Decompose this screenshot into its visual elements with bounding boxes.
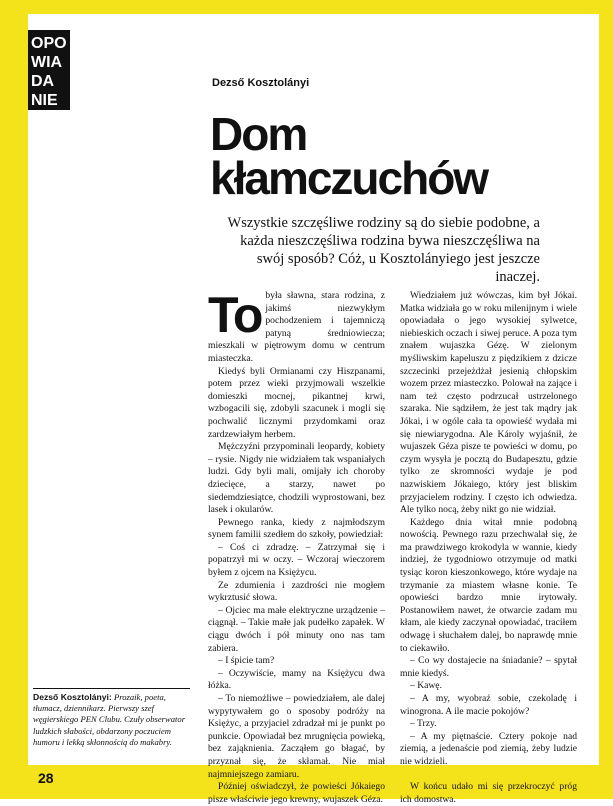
paragraph: Wiedziałem już wówczas, kim był Jókai. Matka widziała go w roku milenijnym i wiele opowiadała o jego wysokiej sylwetce, niebieskich oczach i siwej peruce. A poza tym znałem wujaszka Gézę. W zielonym myśliwskim kapeluszu z piędzikiem z dzicze szczecinki przejeżdżał jesienią chłopskim wozem przez miasteczko. Polował na zające i nam też często podrzucał ustrzelonego szaraka. Nie sądziłem, że jest tak mądry jak Jókai, i w ogóle cała ta opowieść wydała mi się niewiarygodna. Ale Károly wyjaśnił, że wujaszek Géza pisze te powieści w domu, po czym wysyła je pocztą do Budapesztu, gdzie tylko ze skromności wydaje je pod nazwiskiem Jókaiego, który jest bliskim przyjacielem rodziny. I często ich odwiedza. Ale tylko nocą, żeby nikt go nie widział. xyxy=(400,290,577,516)
section-tag xyxy=(28,30,70,110)
paragraph: Mężczyźni przypominali leopardy, kobiety – rysie. Nigdy nie widziałem tak wspaniałych ludzi. Gdy byli mali, omijały ich choroby dziecięce, a starzy, nawet po siedemdziesiątce, chodzili wyprostowani, bez lasek i okularów. xyxy=(208,441,385,516)
article-title xyxy=(210,108,590,204)
paragraph-text: była sławna, stara rodzina, z jakimś niezwykłym pochodzeniem i tajemniczą patyną średniowiecza; mieszkali w piętrowym domu w centrum miasteczka. xyxy=(208,290,385,364)
title-line: Dom xyxy=(210,108,307,160)
yellow-frame-right xyxy=(599,0,613,799)
paragraph: W końcu udało mi się przekroczyć próg ich domostwa. xyxy=(400,781,577,805)
paragraph: – A my piętnaście. Cztery pokoje nad ziemią, a jedenaście pod ziemią, żeby ludzie nie widzieli. xyxy=(400,730,577,767)
bio-name: Dezső Kosztolányi: xyxy=(33,692,112,702)
section-tag-line: NIE xyxy=(31,92,58,109)
section-tag-line: DA xyxy=(31,73,55,90)
bio-text: Prozaik, poeta, tłumacz, dziennikarz. Pierwszy szef węgierskiego PEN Clubu. Czuły obserwator ludzkich słabości, obdarzony poczuciem humoru i lekką skłonnością do makabry. xyxy=(33,692,186,747)
article-lead: Wszystkie szczęśliwe rodziny są do siebie podobne, a każda nieszczęśliwa rodzina bywa nieszczęśliwa na swój sposób? Cóż, u Kosztolányiego jest jeszcze inaczej. xyxy=(227,215,540,285)
paragraph: – Oczywiście, mamy na Księżycu dwa łóżka. xyxy=(208,667,385,692)
author-name: Dezső Kosztolányi xyxy=(212,77,310,89)
paragraph-spacer xyxy=(400,769,577,782)
section-tag-line: WIA xyxy=(31,54,63,71)
paragraph: – To niemożliwe – powiedziałem, ale dalej wypytywałem go o sposoby podróży na Księżyc, a przyjaciel zdradzał mi je punkt po punkcie. Opowiadał bez mrugnięcia powieką, bez zająknienia. Zacząłem go błagać, by przyznał się, że skłamał. Nie miał najmniejszego zamiaru. xyxy=(208,693,385,780)
yellow-frame-left xyxy=(0,0,28,799)
title-line: kłamczuchów xyxy=(210,152,488,204)
paragraph xyxy=(208,287,385,366)
author-bio xyxy=(33,688,190,748)
text-column-left xyxy=(208,287,385,805)
paragraph: – Kawę. xyxy=(410,680,442,692)
paragraph: Ze zdumienia i zazdrości nie mogłem wykrztusić słowa. xyxy=(208,579,385,604)
paragraph: – A my, wyobraź sobie, czekoladę i winogrona. A ile macie pokojów? xyxy=(400,693,577,717)
paragraph: – Trzy. xyxy=(410,718,437,730)
paragraph: Pewnego ranka, kiedy z najmłodszym synem familii szedłem do szkoły, powiedział: xyxy=(208,516,385,541)
drop-cap: To xyxy=(208,287,262,343)
paragraph: Kiedyś byli Ormianami czy Hiszpanami, potem przez wieki przyjmowali wszelkie domieszki mocnej, pikantnej krwi, wzbogacili się, zdobyli szacunek i mogli się pochwalić licznymi przydomkami oraz zardzewiałym herbem. xyxy=(208,365,385,440)
section-tag-line: OPO xyxy=(31,35,67,52)
text-column-right xyxy=(400,290,577,805)
paragraph: – Ojciec ma małe elektryczne urządzenie – ciągnął. – Takie małe jak pudełko zapałek. W ciągu dwóch i pół minuty ono nas tam zabiera. xyxy=(208,604,385,654)
page-number: 28 xyxy=(38,770,54,786)
paragraph: – Coś ci zdradzę. – Zatrzymał się i popatrzył mi w oczy. – Wczoraj wieczorem byłem z ojcem na Księżycu. xyxy=(208,541,385,579)
paragraph: Później oświadczył, że powieści Jókaiego pisze właściwie jego krewny, wujaszek Géza. xyxy=(208,781,385,805)
yellow-frame-top xyxy=(0,0,613,14)
paragraph: – Co wy dostajecie na śniadanie? – spytał mnie kiedyś. xyxy=(400,655,577,679)
paragraph: – I śpicie tam? xyxy=(218,655,275,667)
paragraph: Każdego dnia witał mnie podobną nowością. Pewnego razu przechwalał się, że ma prawdziwego krokodyla w wannie, kiedy indziej, że tygodniowo otrzymuje od matki tysiąc koron kieszonkowego, które wydaje na trzymanie za miastem własne konie. Te opowieści bardzo mnie irytowały. Postanowiłem nawet, że otwarcie zadam mu kłam, ale kiedy zaczynał opowiadać, traciłem odwagę i słuchałem dalej, bo naprawdę mnie to ciekawiło. xyxy=(400,516,577,654)
